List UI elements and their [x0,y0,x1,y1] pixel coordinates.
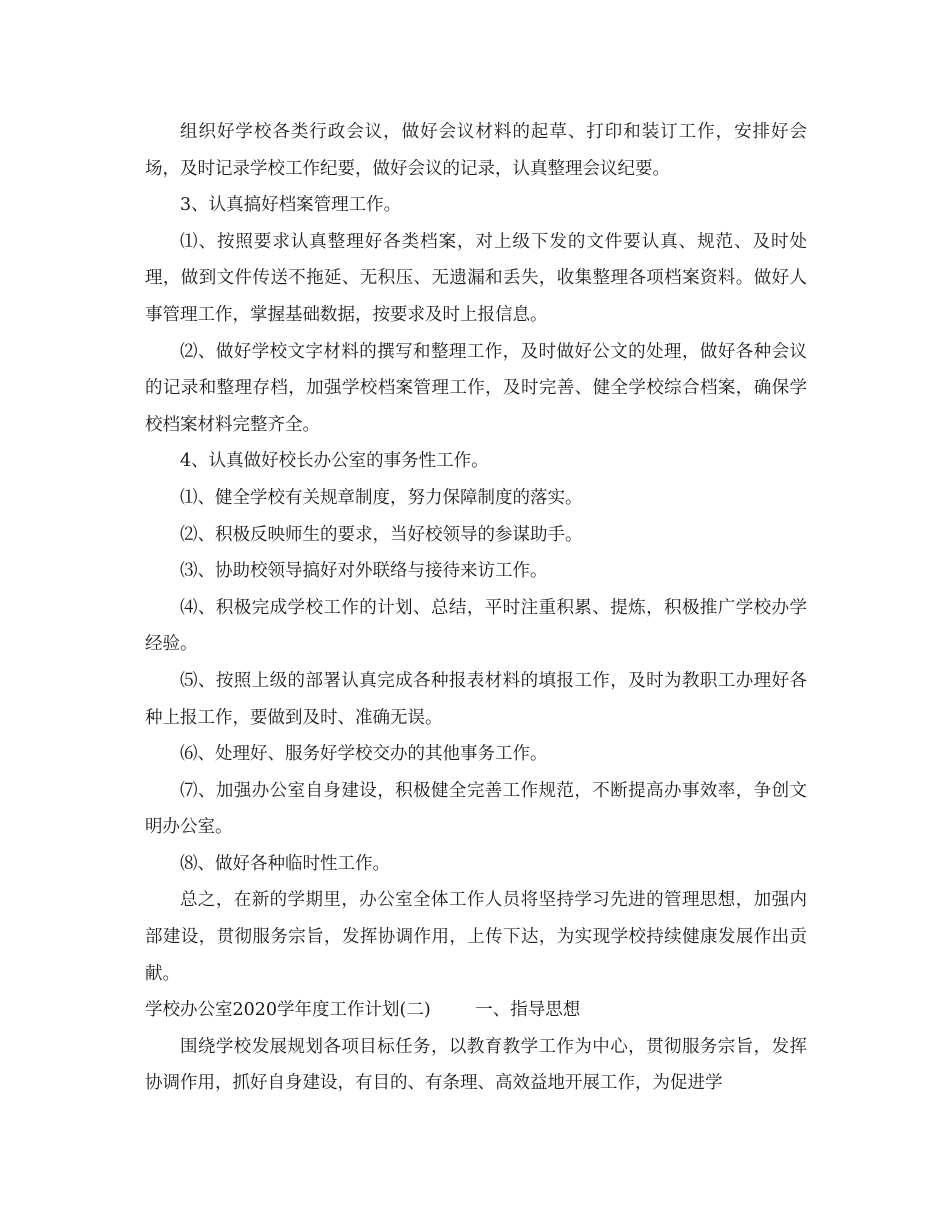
paragraph-affairs-item-4: ⑷、积极完成学校工作的计划、总结，平时注重积累、提炼，积极推广学校办学经验。 [145,597,807,655]
paragraph-affairs-item-8: ⑻、做好各种临时性工作。 [180,853,390,874]
paragraph-office-affairs-heading: 4、认真做好校长办公室的事务性工作。 [180,451,489,472]
paragraph-affairs-item-1: ⑴、健全学校有关规章制度，努力保障制度的落实。 [180,487,583,508]
paragraph-archive-heading: 3、认真搞好档案管理工作。 [180,195,402,216]
paragraph-guiding-thought: 围绕学校发展规划各项目标任务，以教育教学工作为中心，贯彻服务宗旨，发挥协调作用，抓好自身建设，有目的、有条理、高效益地开展工作，为促进学 [145,1036,807,1094]
section-subtitle: 一、指导思想 [475,1000,581,1021]
section-heading-line [145,992,807,1029]
paragraph-affairs-item-7: ⑺、加强办公室自身建设，积极健全完善工作规范，不断提高办事效率，争创文明办公室。 [145,780,807,838]
paragraph-affairs-item-2: ⑵、积极反映师生的要求，当好校领导的参谋助手。 [180,524,583,545]
paragraph-affairs-item-3: ⑶、协助校领导搞好对外联络与接待来访工作。 [180,561,548,582]
section-title: 学校办公室2020学年度工作计划(二) [145,1000,431,1021]
paragraph-meeting-organization: 组织好学校各类行政会议，做好会议材料的起草、打印和装订工作，安排好会场，及时记录学校工作纪要，做好会议的记录，认真整理会议纪要。 [145,122,807,179]
paragraph-archive-item-1: ⑴、按照要求认真整理好各类档案，对上级下发的文件要认真、规范、及时处理，做到文件传送不拖延、无积压、无遗漏和丢失，收集整理各项档案资料。做好人事管理工作，掌握基础数据，按要求及时上报信息。 [145,231,807,325]
paragraph-affairs-item-5: ⑸、按照上级的部署认真完成各种报表材料的填报工作，及时为教职工办理好各种上报工作，要做到及时、准确无误。 [145,670,807,728]
document-body [145,114,807,1102]
paragraph-archive-item-2: ⑵、做好学校文字材料的撰写和整理工作，及时做好公文的处理，做好各种会议的记录和整理存档，加强学校档案管理工作，及时完善、健全学校综合档案，确保学校档案材料完整齐全。 [145,341,807,435]
paragraph-summary: 总之，在新的学期里，办公室全体工作人员将坚持学习先进的管理思想，加强内部建设，贯彻服务宗旨，发挥协调作用，上传下达，为实现学校持续健康发展作出贡献。 [145,890,807,984]
paragraph-affairs-item-6: ⑹、处理好、服务好学校交办的其他事务工作。 [180,744,548,765]
